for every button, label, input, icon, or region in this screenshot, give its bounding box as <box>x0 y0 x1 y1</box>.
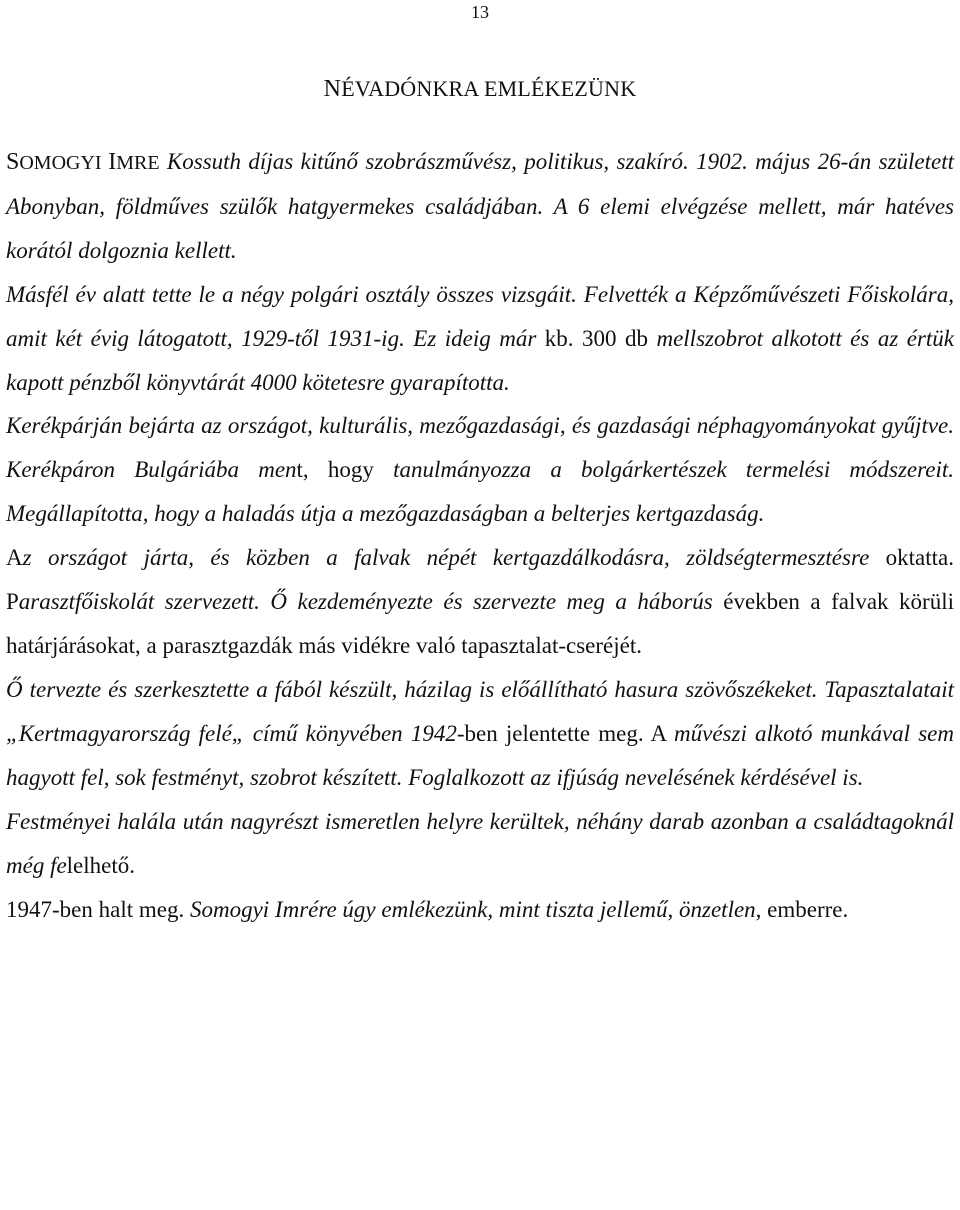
paintings-text-2: lelhető. <box>66 853 136 878</box>
name-given-rest: MRE <box>116 152 160 174</box>
name-surname-rest: OMOGYI <box>19 152 109 174</box>
death-text-1: 1947-ben halt meg. <box>6 897 190 922</box>
intro-text: Kossuth díjas kitűnő szobrászművész, politikus, szakíró. 1902. május 26-án született Abonyban, földműves szülők hatgyermekes családjában. A 6 elemi elvégzése mellett, már hatéves korától dolgoznia kellett. <box>6 149 954 263</box>
paragraph-paintings <box>6 800 954 888</box>
education-text-1: Másfél év alatt tette le a négy polgári osztály összes vizsgáit. Felvették a Képzőművészeti Főiskolára, amit két évig látogatott, 1929-től 1931-ig. Ez ideig már <box>6 282 954 351</box>
page-number: 13 <box>471 2 489 22</box>
teaching-text-1: A <box>6 545 23 570</box>
works-text-4: művészi alkotó munkával sem hagyott fel, sok festményt, szobrot készített. Foglalkozott az ifjúság nevelésének kérdésével is. <box>6 721 954 790</box>
works-text-1: Ő tervezte és szerkesztette a fából készült, házilag is előállítható hasura szövőszékeket. <box>6 677 825 702</box>
travels-text-3: tanulmányozza a bolgárkertészek termelési módszereit. Megállapította, hogy a haladás útja a mezőgazdaságban a belterjes kertgazdaság. <box>6 457 954 526</box>
teaching-text-4: arasztfőiskolát szervezett. Ő kezdeményezte és szervezte meg a háborús <box>18 589 724 614</box>
death-text-2: Somogyi Imrére úgy emlékezünk, mint tiszta jellemű, önzetlen, <box>189 897 768 922</box>
death-text-3: emberre. <box>767 897 849 922</box>
travels-text-1: Kerékpárján bejárta az országot, kulturális, mezőgazdasági, és gazdasági néphagyományokat gyűjtve. Kerékpáron Bulgáriába men <box>6 413 954 482</box>
teaching-text-2: z országot járta, és közben a falvak népét kertgazdálkodásra, zöldségtermesztésre <box>22 545 886 570</box>
article-body <box>6 140 954 932</box>
travels-text-2: t, hogy <box>296 457 374 482</box>
teaching-text-5: években a falvak körüli határjárásokat, a parasztgazdák más vidékre való tapasztalat-cseréjét. <box>6 589 954 658</box>
education-text-3: mellszobrot alkotott és az értük kapott pénzből könyvtárát 4000 kötetesre gyarapította. <box>6 326 955 395</box>
paragraph-works <box>6 668 954 800</box>
works-text-3: -ben jelentette meg. A <box>456 721 675 746</box>
subject-name <box>6 149 160 175</box>
paragraph-teaching <box>6 536 954 668</box>
title-rest: ÉVADÓNKRA EMLÉKEZÜNK <box>341 76 637 101</box>
name-initial-i: I <box>108 149 117 175</box>
paragraph-intro <box>6 140 954 273</box>
teaching-text-3: oktatta. P <box>6 545 954 614</box>
paintings-text-1: Festményei halála után nagyrészt ismeretlen helyre kerültek, néhány darab azonban a családtagoknál még fe <box>6 809 954 878</box>
name-initial-s: S <box>6 149 20 175</box>
page-title <box>0 76 960 103</box>
education-text-2: kb. 300 db <box>544 326 648 351</box>
works-text-2: Tapasztalatait „Kertmagyarország felé„ című könyvében 1942 <box>6 677 954 746</box>
paragraph-education <box>6 273 954 405</box>
title-initial: N <box>323 76 342 102</box>
paragraph-travels <box>6 404 954 536</box>
paragraph-death <box>6 888 954 932</box>
